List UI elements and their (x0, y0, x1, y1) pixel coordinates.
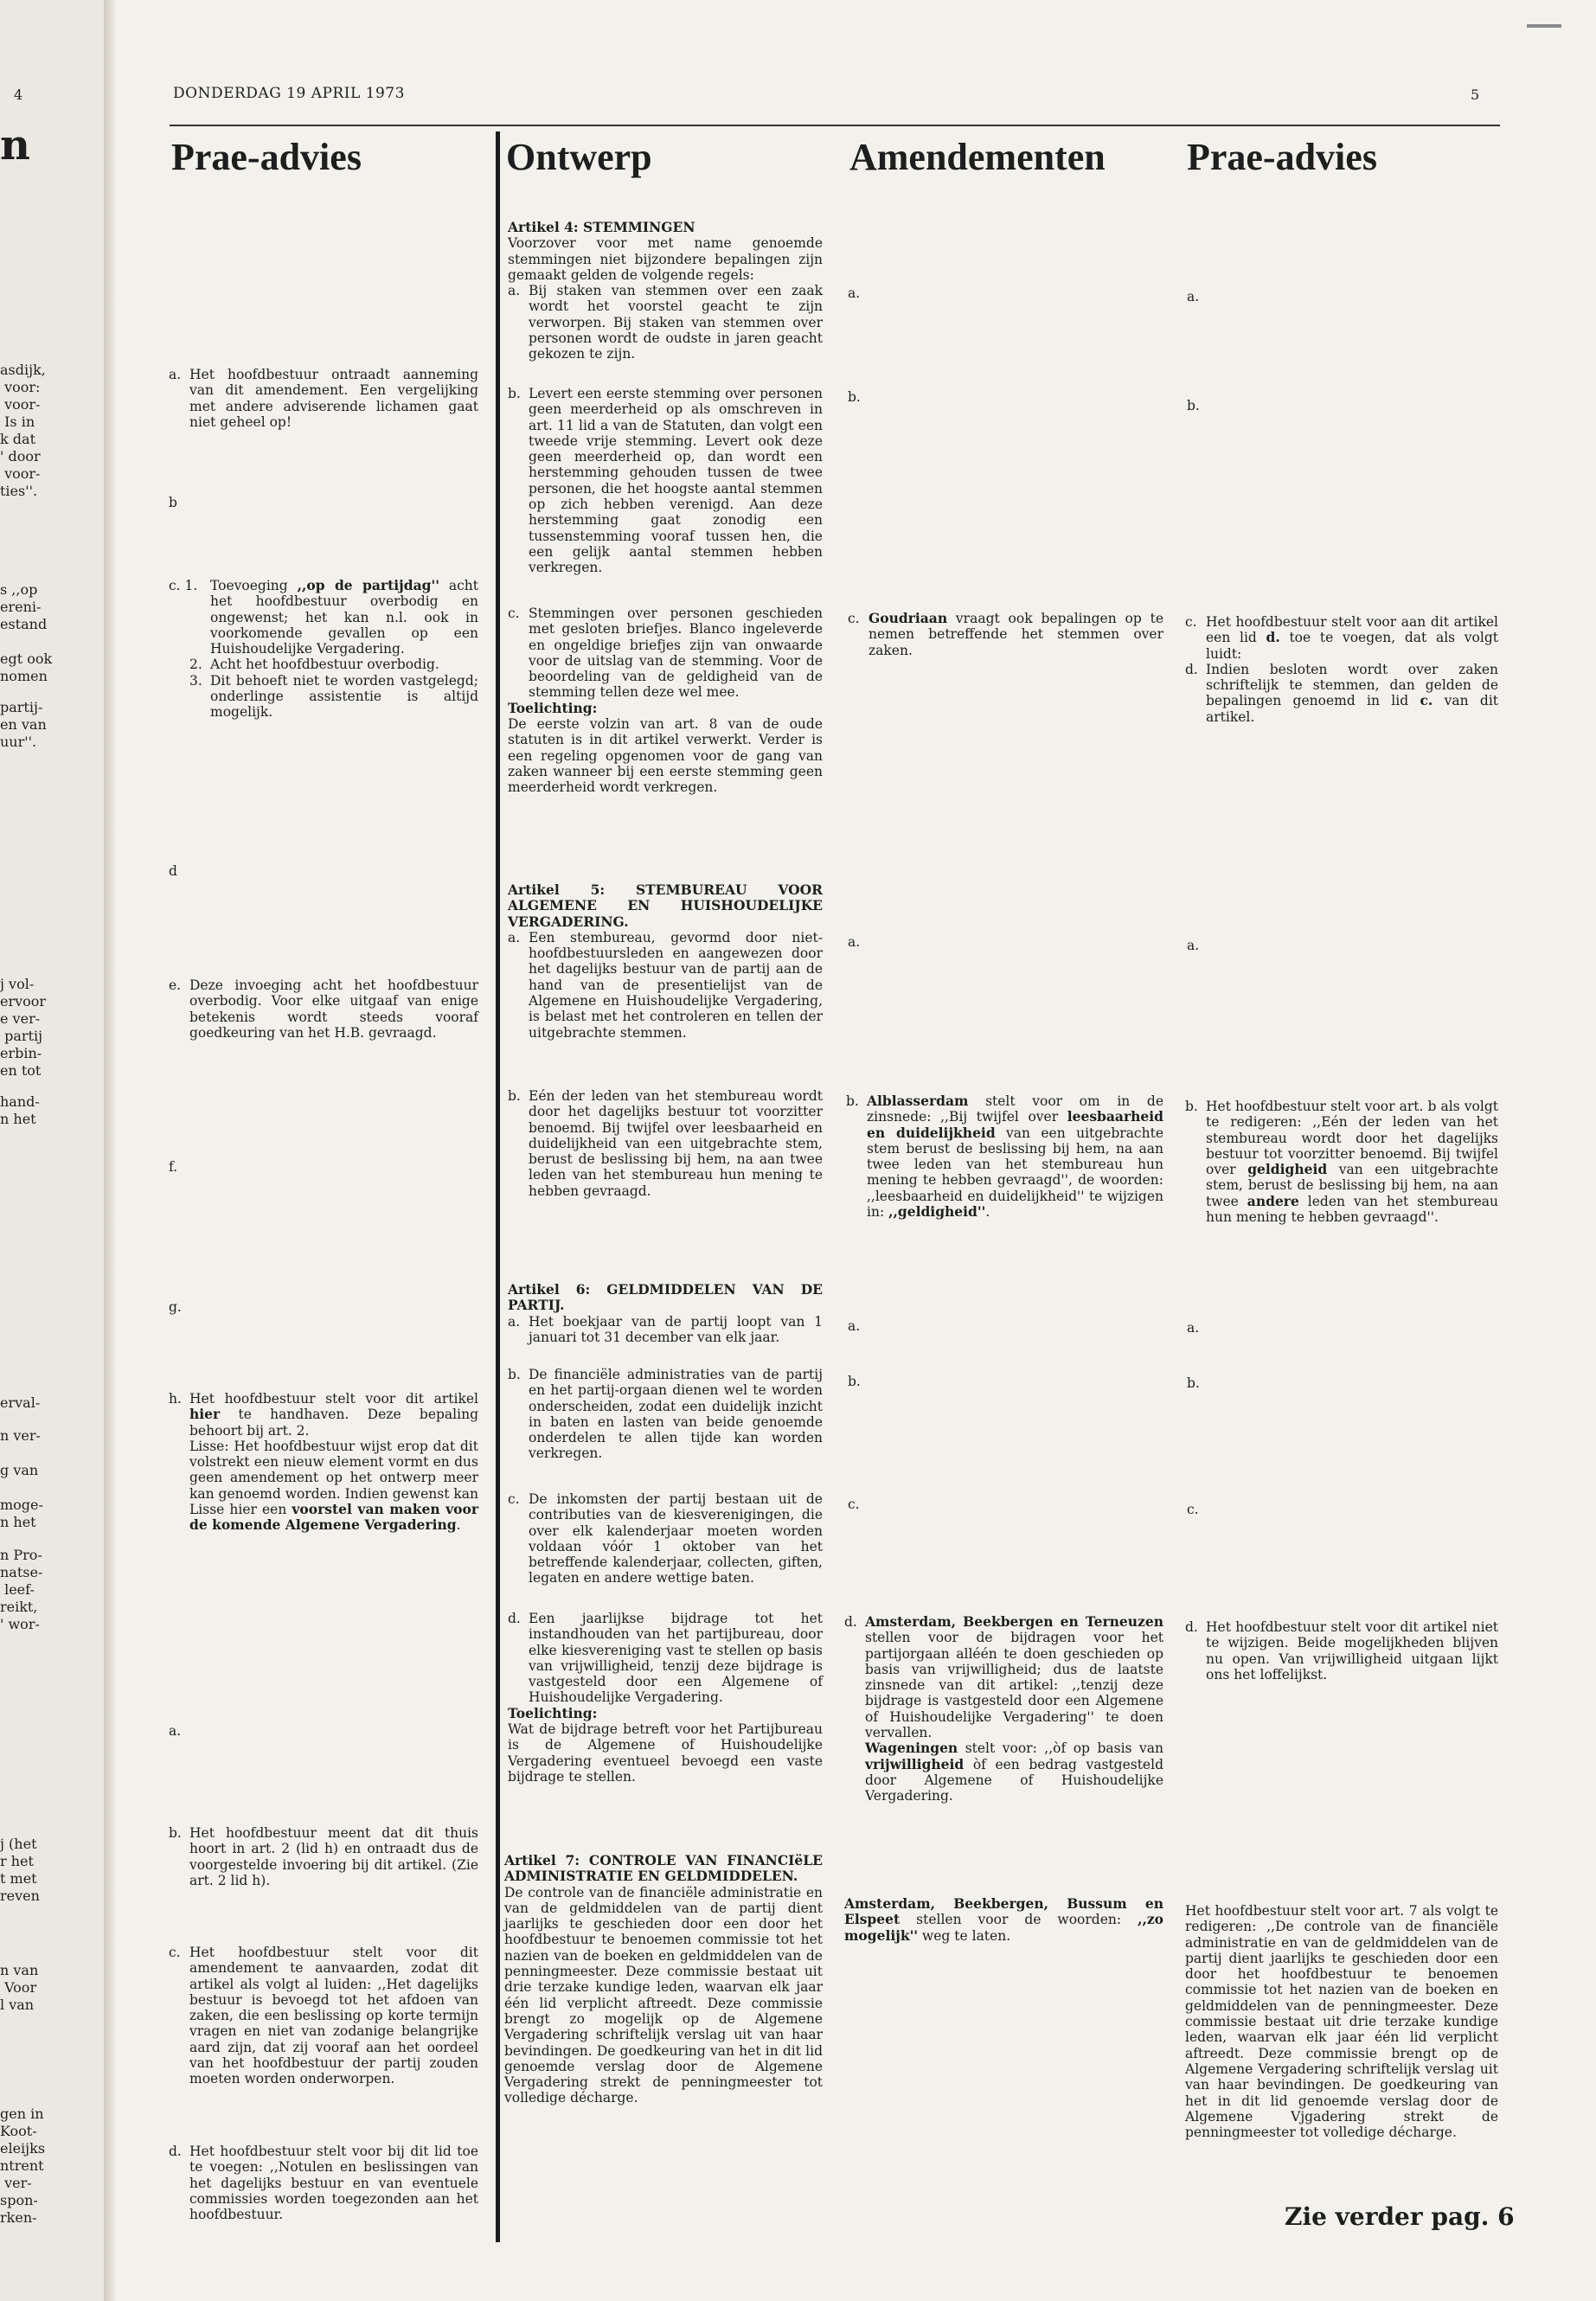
amendment-marker: c. (848, 1497, 860, 1512)
advice-item: b. Het hoofdbestuur meent dat dit thuis hoort in art. 2 (lid h) en ontraadt dus de voorgestelde invoering bij dit artikel. (Zie art. 2 lid h). (169, 1825, 478, 1888)
left-page-strip (0, 0, 106, 2301)
scan-mark (1527, 24, 1561, 28)
article-7: Artikel 7: CONTROLE VAN FINANCIëLE ADMINISTRATIE EN GELDMIDDELEN. De controle van de financiële administratie en van de geldmiddelen van de partij dient jaarlijks te geschieden door een door het hoofdbestuur te benoemen commissie tot het nazien van de boeken en geldmiddelen van de penningmeester. Deze commissie bestaat uit drie terzake kundige leden, waarvan elk jaar één lid verplicht aftreedt. Deze commissie brengt zo mogelijk op de Algemene Vergadering schriftelijk verslag uit van haar bevindingen. De goedkeuring van het in dit lid genoemde verslag door de Algemene Vergadering strekt de penningmeester tot volledige décharge. (504, 1852, 823, 2106)
article-6-lid-d: d. Een jaarlijkse bijdrage tot het instandhouden van het partijbureau, door elke kiesvereniging vast te stellen op basis van vrijwilligheid, tenzij deze bijdrage is vastgesteld door een Algemene of Huishoudelijke Vergadering. Toelichting: Wat de bijdrage betreft voor het Partijbureau is de Algemene of Huishoudelijke Vergadering eventueel bevoegd een vaste bijdrage te stellen. (508, 1611, 823, 1785)
advice-marker: g. (169, 1299, 182, 1315)
continued-note: Zie verder pag. 6 (1285, 2202, 1515, 2231)
amendment-marker: a. (848, 1318, 861, 1334)
advice-marker: a. (1187, 938, 1200, 953)
amendment-marker: b. (848, 389, 861, 405)
article-4-lid-c: c. Stemmingen over personen geschieden met gesloten briefjes. Blanco ingeleverde en ongeldige briefjes zijn van onwaarde voor de uitslag van de stemming. Voor de beoordeling van de geldigheid van de stemming tellen deze wel mee. Toelichting: De eerste volzin van art. 8 van de oude statuten is in dit artikel verwerkt. Verder is een regeling opgenomen voor de gang van zaken wanneer bij een eerste stemming geen meerderheid wordt verkregen. (508, 606, 823, 796)
left-text-fragment: egt ook nomen (0, 651, 53, 684)
advice-item: h. Het hoofdbestuur stelt voor dit artikel hier te handhaven. Deze bepaling behoort bij art. 2. Lisse: Het hoofdbestuur wijst erop dat dit volstrekt een nieuw element vormt en dus geen amendement op het ontwerp meer kan genoemd worden. Indien gewenst kan Lisse hier een voorstel van maken voor de komende Algemene Vergadering. (169, 1391, 479, 1534)
column-heading-ontwerp: Ontwerp (506, 136, 652, 178)
advice-marker: c. (1187, 1502, 1199, 1517)
column-heading-prae-advies-right: Prae-advies (1187, 136, 1377, 178)
advice-marker: a. (1187, 289, 1200, 304)
advice-marker: a. (1187, 1320, 1200, 1336)
left-text-fragment: gen in Koot- eleijks ntrent ver- spon- rken- (0, 2106, 46, 2226)
left-text-fragment: s ,,op ereni- estand (0, 581, 48, 632)
article-4: Artikel 4: STEMMINGEN Voorzover voor met name genoemde stemmingen niet bijzondere bepalingen zijn gemaakt gelden de volgende regels: a. Bij staken van stemmen over een zaak wordt het voorstel geacht te zijn verworpen. Bij staken van stemmen over personen wordt de oudste in jaren geacht gekozen te zijn. (508, 219, 823, 362)
page-number: 5 (1471, 87, 1480, 103)
advice-item: c. Het hoofdbestuur stelt voor dit amendement te aanvaarden, zodat dit artikel als volgt al luiden: ,,Het dagelijks bestuur is bevoegd tot het afdoen van zaken, die een beslissing op korte termijn vragen en niet van zodanige belangrijke aard zijn, dat zij vooraf aan het oordeel van het hoofdbestuur der partij zouden moeten worden onderworpen. (169, 1945, 478, 2087)
left-text-fragment: moge- n het (0, 1497, 43, 1530)
left-page-number: 4 (14, 87, 23, 103)
amendment-item: d. Amsterdam, Beekbergen en Terneuzen stellen voor de bijdragen voor het partijorgaan alléén te doen geschieden op basis van vrijwilligheid; dus de laatste zinsnede van dit artikel: ,,tenzij deze bijdrage is vastgesteld door een Algemene of Huishoudelijke Vergadering'' te doen vervallen. Wageningen stelt voor: ,,òf op basis van vrijwilligheid òf een bedrag vastgesteld door Algemene of Huishoudelijke Vergadering. (844, 1613, 1163, 1804)
amendment-marker: a. (848, 285, 861, 301)
left-page-heading-fragment: n (0, 121, 30, 170)
left-text-fragment: hand- n het (0, 1093, 40, 1127)
amendment-item: c. Goudriaan vraagt ook bepalingen op te nemen betreffende het stemmen over zaken. (848, 610, 1163, 658)
advice-item: Het hoofdbestuur stelt voor art. 7 als volgt te redigeren: ,,De controle van de financiële administratie en van de geldmiddelen van de partij dient jaarlijks te geschieden door een door het hoofdbestuur te benoemen commissie tot het nazien van de boeken en geldmiddelen van de penningmeester. Deze commissie bestaat uit drie terzake kundige leden, waarvan elk jaar één lid verplicht aftreedt. Deze commissie brengt op de Algemene Vergadering schriftelijk verslag uit van haar bevindingen. De goedkeuring van het in dit lid genoemde verslag door de Algemene Vjgadering strekt de penningmeester tot volledige décharge. (1185, 1903, 1498, 2141)
advice-item: e. Deze invoeging acht het hoofdbestuur overbodig. Voor elke uitgaaf van enige betekenis wordt steeds vooraf goedkeuring van het H.B. gevraagd. (169, 977, 478, 1041)
amendment-marker: b. (848, 1374, 861, 1389)
left-text-fragment: partij- en van uur''. (0, 699, 47, 750)
amendment-item: Amsterdam, Beekbergen, Bussum en Elspeet stellen voor de woorden: ,,zo mogelijk'' weg te laten. (844, 1895, 1163, 1944)
article-4-lid-b: b. Levert een eerste stemming over personen geen meerderheid op als omschreven in art. 11 lid a van de Statuten, dan volgt een tweede vrije stemming. Levert ook deze geen meerderheid op, dan wordt een herstemming gehouden tussen de twee personen, die het hoogste aantal stemmen op zich hebben verenigd. Aan deze herstemming gaat zonodig een tussenstemming vooraf tussen hen, die een gelijk aantal stemmen hebben verkregen. (508, 386, 823, 576)
advice-marker: f. (169, 1159, 178, 1175)
article-5-lid-b: b. Eén der leden van het stembureau wordt door het dagelijks bestuur tot voorzitter benoemd. Bij twijfel over leesbaarheid en duidelijkheid van een uitgebrachte stem, berust de beslissing bij hem, na aan twee leden van het stembureau hun mening te hebben gevraagd. (508, 1088, 823, 1199)
advice-marker: a. (169, 1723, 182, 1739)
advice-marker: b. (1187, 1375, 1200, 1391)
left-text-fragment: n ver- (0, 1427, 41, 1444)
article-title: Artikel 6: GELDMIDDELEN VAN DE PARTIJ. (508, 1281, 823, 1314)
article-title: Artikel 7: CONTROLE VAN FINANCIëLE ADMINISTRATIE EN GELDMIDDELEN. (504, 1852, 823, 1885)
advice-item: d. Het hoofdbestuur stelt voor bij dit lid toe te voegen: ,,Notulen en beslissingen van het dagelijks bestuur en van eventuele commissies worden toegezonden aan het hoofdbestuur. (169, 2144, 478, 2223)
article-title: Artikel 4: STEMMINGEN (508, 219, 695, 235)
left-text-fragment: n van Voor l van (0, 1962, 39, 2013)
amendment-marker: a. (848, 934, 861, 950)
header-date: DONDERDAG 19 APRIL 1973 (173, 85, 405, 102)
left-text-fragment: asdijk, voor: voor- Is in k dat ' door voor- ties''. (0, 362, 46, 499)
left-text-fragment: j vol- ervoor e ver- partij erbin- en tot (0, 976, 47, 1079)
advice-item: c. Het hoofdbestuur stelt voor aan dit artikel een lid d. toe te voegen, dat als volgt luidt: d. Indien besloten wordt over zaken schriftelijk te stemmen, dan gelden de bepalingen genoemd in lid c. van dit artikel. (1185, 614, 1498, 725)
left-text-fragment: erval- (0, 1394, 41, 1411)
advice-marker: b. (1187, 398, 1200, 413)
article-6-lid-b: b. De financiële administraties van de partij en het partij-orgaan dienen wel te worden onderscheiden, zodat een duidelijk inzicht in baten en lasten van beide genoemde onderdelen te allen tijde kan worden verkregen. (508, 1367, 823, 1462)
header-rule (170, 125, 1500, 126)
column-heading-prae-advies: Prae-advies (171, 136, 362, 178)
advice-item: a. Het hoofdbestuur ontraadt aanneming van dit amendement. Een vergelijking met andere adviserende lichamen gaat niet geheel op! (169, 367, 478, 430)
advice-item: d. Het hoofdbestuur stelt voor dit artikel niet te wijzigen. Beide mogelijkheden blijven nu open. Van vrijwilligheid uitgaan lijkt ons het loffelijkst. (1185, 1619, 1498, 1682)
advice-item: b. Het hoofdbestuur stelt voor art. b als volgt te redigeren: ,,Eén der leden van het stembureau wordt door het dagelijks bestuur tot voorzitter benoemd. Bij twijfel over geldigheid van een uitgebrachte stem, berust de beslissing bij hem, na aan twee andere leden van het stembureau hun mening te hebben gevraagd''. (1185, 1099, 1498, 1226)
amendment-item: b. Alblasserdam stelt voor om in de zinsnede: ,,Bij twijfel over leesbaarheid en duidelijkheid van een uitgebrachte stem berust de beslissing bij hem, na aan twee leden van het stembureau hun mening te hebben gevraagd'', de woorden: ,,leesbaarheid en duidelijkheid'' te wijzigen in: ,,geldigheid''. (846, 1093, 1163, 1221)
article-6: Artikel 6: GELDMIDDELEN VAN DE PARTIJ. a. Het boekjaar van de partij loopt van 1 januari tot 31 december van elk jaar. (508, 1281, 823, 1345)
column-heading-amendementen: Amendementen (849, 136, 1106, 178)
article-6-lid-c: c. De inkomsten der partij bestaan uit de contributies van de kiesverenigingen, die over elk kalenderjaar moeten worden voldaan vóór 1 oktober van het betreffende kalenderjaar, collecten, giften, legaten en andere wettige baten. (508, 1491, 823, 1586)
left-text-fragment: j (het r het t met reven (0, 1836, 40, 1904)
left-text-fragment: n Pro- natse- leef- reikt, ' wor- (0, 1547, 43, 1632)
advice-marker: d (169, 863, 177, 879)
article-5: Artikel 5: STEMBUREAU VOOR ALGEMENE EN HUISHOUDELIJKE VERGADERING. a. Een stembureau, gevormd door niet-hoofdbestuursleden en aangewezen door het dagelijks bestuur van de partij aan de hand van de presentielijst van de Algemene en Huishoudelijke Vergadering, is belast met het controleren en tellen der uitgebrachte stemmen. (508, 881, 823, 1041)
page-gutter (104, 0, 116, 2301)
advice-marker: b (169, 495, 177, 510)
advice-item: c. 1. Toevoeging ,,op de partijdag'' acht het hoofdbestuur overbodig en ongewenst; het kan n.l. ook in voorkomende gevallen op een Huishoudelijke Vergadering. 2. Acht het hoofdbestuur overbodig. 3. Dit behoeft niet te worden vastgelegd; onderlinge assistentie is altijd mogelijk. (169, 577, 478, 721)
column-divider (496, 131, 500, 2242)
left-text-fragment: g van (0, 1462, 39, 1478)
article-title: Artikel 5: STEMBUREAU VOOR ALGEMENE EN HUISHOUDELIJKE VERGADERING. (508, 881, 823, 930)
